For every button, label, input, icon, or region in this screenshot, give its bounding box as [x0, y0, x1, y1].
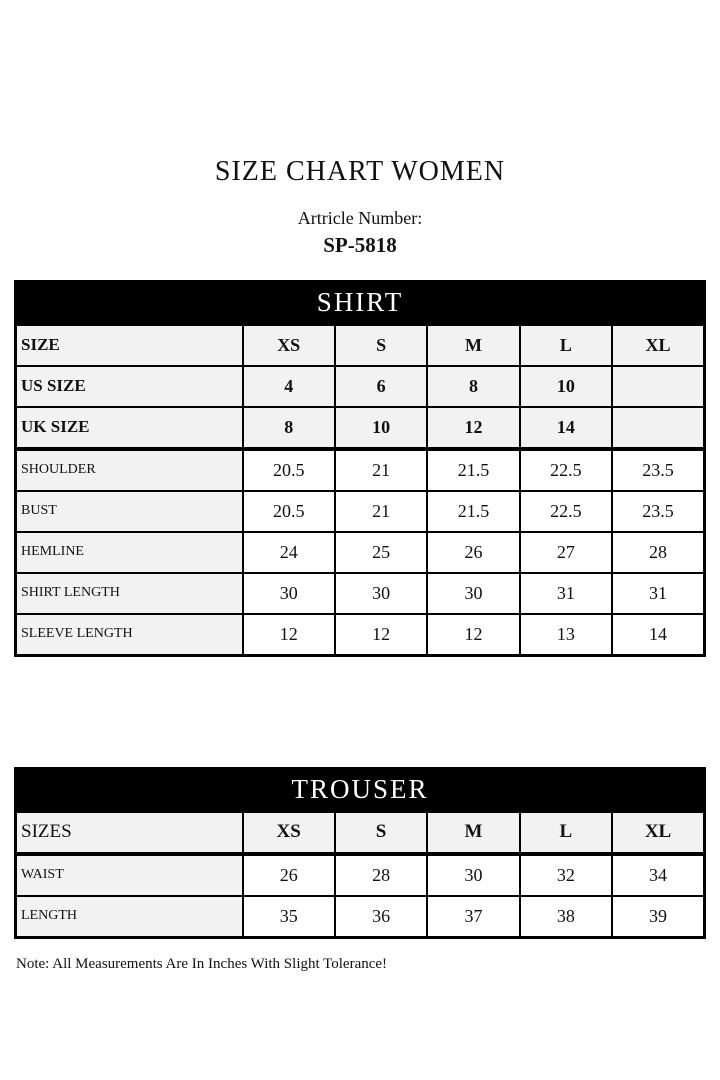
cell: 23.5: [612, 449, 704, 491]
cell: 28: [612, 532, 704, 573]
cell: 26: [243, 854, 335, 896]
cell: S: [335, 324, 427, 366]
cell: 8: [243, 407, 335, 449]
row-label: SHIRT LENGTH: [16, 573, 243, 614]
shirt-table-header-row: [16, 281, 705, 324]
cell: 20.5: [243, 449, 335, 491]
row-label: HEMLINE: [16, 532, 243, 573]
cell: [612, 407, 704, 449]
shirt-row-size: [16, 324, 705, 366]
cell: 27: [520, 532, 612, 573]
cell: 12: [427, 614, 519, 656]
cell: 34: [612, 854, 704, 896]
cell: 38: [520, 896, 612, 938]
shirt-row-sleeve-length: [16, 614, 705, 656]
trouser-table-header-row: [16, 768, 705, 811]
cell: 12: [243, 614, 335, 656]
cell: 30: [427, 854, 519, 896]
cell: 37: [427, 896, 519, 938]
cell: 4: [243, 366, 335, 407]
cell: 39: [612, 896, 704, 938]
cell: 21.5: [427, 449, 519, 491]
measurements-note: Note: All Measurements Are In Inches With Slight Tolerance!: [16, 955, 388, 972]
cell: L: [520, 811, 612, 854]
cell: 20.5: [243, 491, 335, 532]
article-number-label: Artricle Number:: [297, 208, 423, 229]
cell: 24: [243, 532, 335, 573]
cell: 22.5: [520, 449, 612, 491]
row-label: WAIST: [16, 854, 243, 896]
cell: 36: [335, 896, 427, 938]
shirt-row-us-size: [16, 366, 705, 407]
cell: 14: [612, 614, 704, 656]
cell: [612, 366, 704, 407]
trouser-table-title: TROUSER: [16, 768, 705, 811]
row-label: BUST: [16, 491, 243, 532]
cell: 10: [335, 407, 427, 449]
cell: 10: [520, 366, 612, 407]
shirt-row-shirt-length: [16, 573, 705, 614]
shirt-row-shoulder: [16, 449, 705, 491]
cell: 26: [427, 532, 519, 573]
article-number-value: SP-5818: [323, 232, 397, 257]
shirt-row-uk-size: [16, 407, 705, 449]
cell: 21: [335, 449, 427, 491]
cell: XL: [612, 811, 704, 854]
cell: 31: [612, 573, 704, 614]
cell: L: [520, 324, 612, 366]
cell: 13: [520, 614, 612, 656]
row-label: LENGTH: [16, 896, 243, 938]
cell: M: [427, 811, 519, 854]
row-label: SHOULDER: [16, 449, 243, 491]
page-title: SIZE CHART WOMEN: [214, 156, 506, 187]
row-label: UK SIZE: [16, 407, 243, 449]
row-label: SIZE: [16, 324, 243, 366]
cell: XS: [243, 811, 335, 854]
row-label: SIZES: [16, 811, 243, 854]
cell: 6: [335, 366, 427, 407]
cell: 8: [427, 366, 519, 407]
trouser-row-length: [16, 896, 705, 938]
cell: XS: [243, 324, 335, 366]
cell: 22.5: [520, 491, 612, 532]
trouser-size-table: [14, 767, 706, 939]
shirt-size-table: [14, 280, 706, 657]
cell: 23.5: [612, 491, 704, 532]
trouser-row-sizes: [16, 811, 705, 854]
cell: 28: [335, 854, 427, 896]
cell: 35: [243, 896, 335, 938]
shirt-row-hemline: [16, 532, 705, 573]
shirt-table-title: SHIRT: [16, 281, 705, 324]
cell: XL: [612, 324, 704, 366]
shirt-row-bust: [16, 491, 705, 532]
cell: 30: [243, 573, 335, 614]
cell: 30: [427, 573, 519, 614]
cell: 21.5: [427, 491, 519, 532]
cell: 14: [520, 407, 612, 449]
cell: 12: [335, 614, 427, 656]
cell: 31: [520, 573, 612, 614]
cell: 21: [335, 491, 427, 532]
row-label: US SIZE: [16, 366, 243, 407]
cell: 30: [335, 573, 427, 614]
cell: 25: [335, 532, 427, 573]
cell: 12: [427, 407, 519, 449]
cell: 32: [520, 854, 612, 896]
cell: M: [427, 324, 519, 366]
trouser-row-waist: [16, 854, 705, 896]
row-label: SLEEVE LENGTH: [16, 614, 243, 656]
cell: S: [335, 811, 427, 854]
